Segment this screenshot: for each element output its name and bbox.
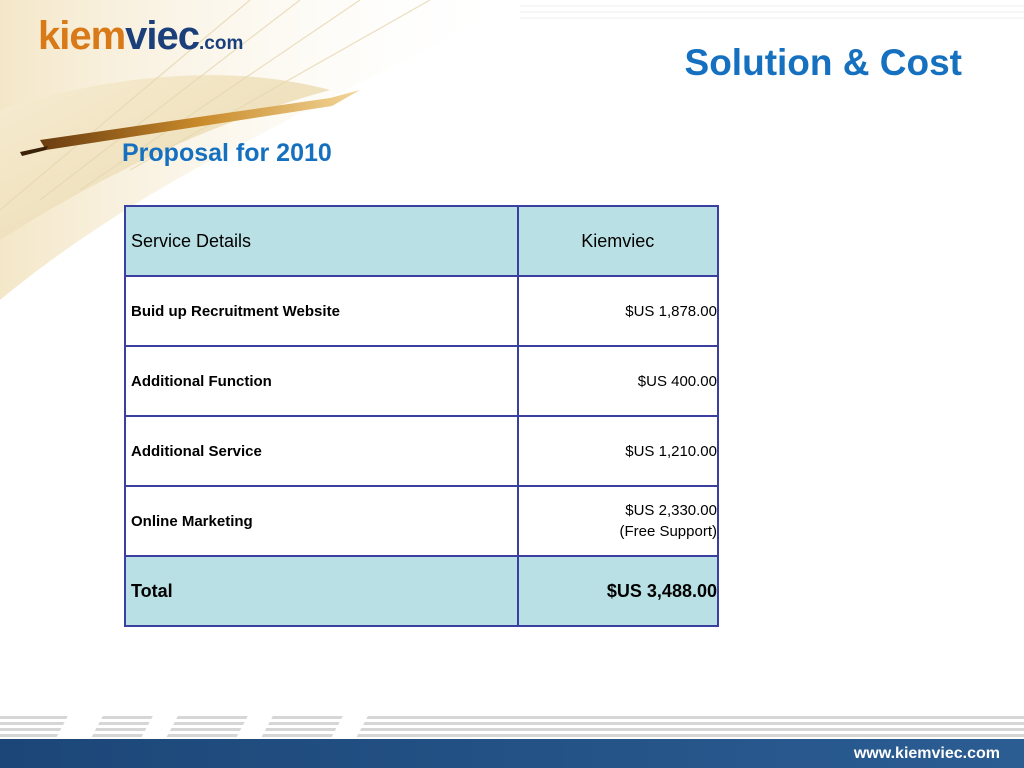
- website-url: www.kiemviec.com: [853, 745, 1000, 762]
- cost-value: $US 400.00: [637, 372, 717, 390]
- total-cost: $US 3,488.00: [518, 556, 718, 626]
- table-row: [125, 346, 718, 416]
- table-row: [125, 416, 718, 486]
- proposal-subtitle: Proposal for 2010: [122, 139, 332, 167]
- logo-ki: ki: [38, 14, 70, 58]
- table-header-row: [125, 206, 718, 276]
- service-cost: [518, 346, 718, 416]
- service-cost: [518, 416, 718, 486]
- logo-em: em: [69, 14, 126, 58]
- service-cost: [518, 486, 718, 556]
- table-total-row: [125, 556, 718, 626]
- logo-dot-com: .com: [199, 33, 244, 54]
- cost-table: [124, 205, 719, 627]
- table-row: [125, 276, 718, 346]
- cost-value: $US 2,330.00: [625, 502, 717, 519]
- cost-value: $US 1,878.00: [625, 302, 717, 320]
- logo-viec: viec: [125, 14, 200, 58]
- service-cost: [518, 276, 718, 346]
- service-name: Buid up Recruitment Website: [125, 276, 518, 346]
- service-name: Additional Service: [125, 416, 518, 486]
- cost-note: (Free Support): [619, 523, 717, 540]
- header-service-details: Service Details: [125, 206, 518, 276]
- cost-value: $US 1,210.00: [625, 442, 717, 460]
- table-row: [125, 486, 718, 556]
- kiemviec-logo: [38, 14, 243, 59]
- slide-title: Solution & Cost: [684, 42, 962, 83]
- total-label: Total: [125, 556, 518, 626]
- header-kiemviec: Kiemviec: [518, 206, 718, 276]
- service-name: Additional Function: [125, 346, 518, 416]
- service-name: Online Marketing: [125, 486, 518, 556]
